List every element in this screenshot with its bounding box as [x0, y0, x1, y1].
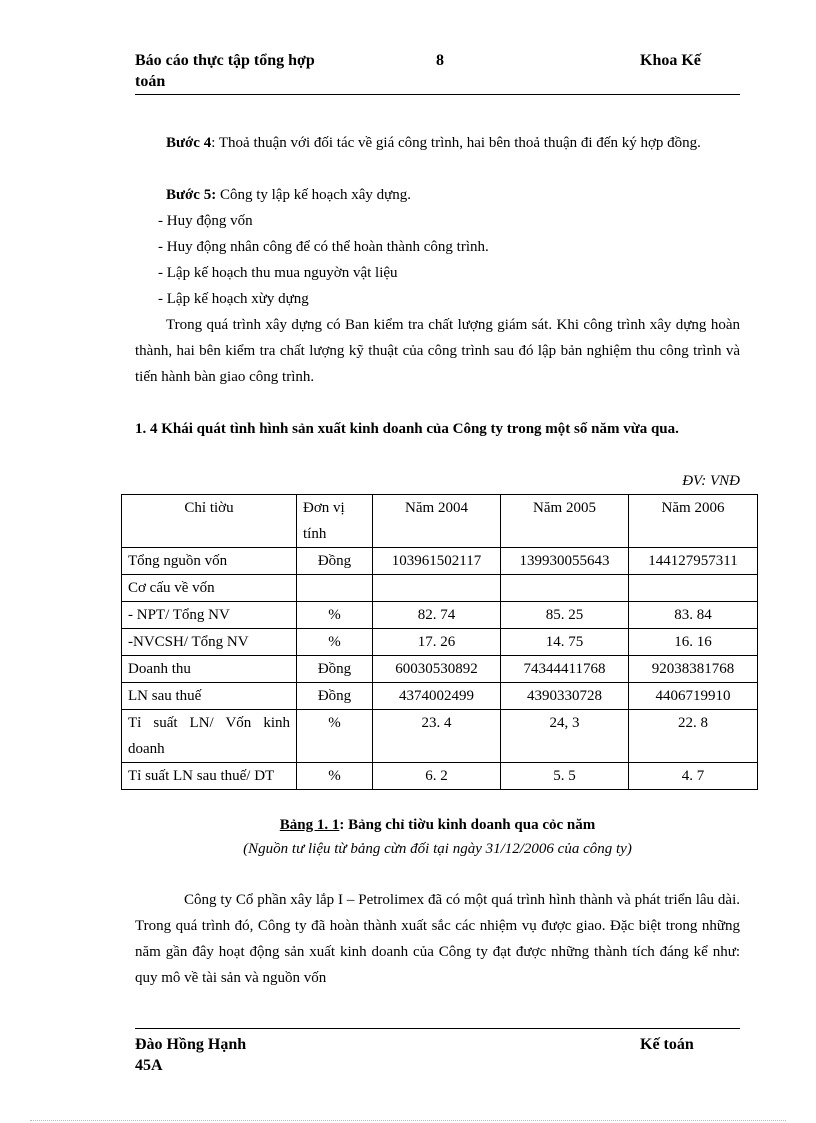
list-item: - Huy động nhân công để có thể hoàn thành công trình.: [158, 239, 489, 255]
row-indicator: Tỉ suất LN sau thuế/ DT: [122, 763, 297, 790]
table-row: [122, 763, 758, 790]
row-value-2005: 85. 25: [501, 602, 629, 629]
row-unit: Đồng: [297, 683, 373, 710]
row-value-2006: 4406719910: [629, 683, 758, 710]
list-item: - Lập kế hoạch thu mua nguyờn vật liệu: [158, 265, 398, 281]
row-unit: [297, 575, 373, 602]
business-indicators-table: [121, 494, 758, 790]
column-header-2005: Năm 2005: [501, 495, 629, 548]
row-unit: %: [297, 763, 373, 790]
row-unit: Đồng: [297, 656, 373, 683]
column-header-2006: Năm 2006: [629, 495, 758, 548]
column-header-unit: [297, 495, 373, 548]
row-value-2004: 17. 26: [373, 629, 501, 656]
table-row: [122, 629, 758, 656]
row-unit: %: [297, 602, 373, 629]
supervision-paragraph: Trong quá trình xây dựng có Ban kiểm tra chất lượng giám sát. Khi công trình xây dựng hoàn thành, hai bên kiểm tra chất lượng kỹ thuật của công trình sau đó lập bản nghiệm thu công trình và tiến hành bàn giao công trình.: [135, 317, 740, 385]
row-indicator: Cơ cấu về vốn: [122, 575, 297, 602]
unit-label: ĐV: VNĐ: [682, 473, 740, 489]
row-indicator: Tổng nguồn vốn: [122, 548, 297, 575]
list-item: - Huy động vốn: [158, 213, 253, 229]
row-value-2004: 60030530892: [373, 656, 501, 683]
table-header-row: [122, 495, 758, 548]
row-value-2004: 23. 4: [373, 710, 501, 763]
row-value-2004: 103961502117: [373, 548, 501, 575]
row-value-2005: 74344411768: [501, 656, 629, 683]
caption-label: Bảng 1. 1: [279, 817, 340, 833]
header-title: Báo cáo thực tập tổng hợp: [135, 52, 315, 69]
row-unit: %: [297, 629, 373, 656]
footer-divider: [135, 1028, 740, 1029]
row-value-2005: 139930055643: [501, 548, 629, 575]
bullet-list: [158, 208, 738, 312]
row-value-2006: 92038381768: [629, 656, 758, 683]
row-value-2004: [373, 575, 501, 602]
footer-left: [135, 1034, 435, 1076]
author-name: Đào Hồng Hạnh: [135, 1036, 247, 1053]
row-value-2005: [501, 575, 629, 602]
row-indicator: Doanh thu: [122, 656, 297, 683]
row-value-2005: 14. 75: [501, 629, 629, 656]
row-indicator: - NPT/ Tổng NV: [122, 602, 297, 629]
step4-paragraph: [135, 130, 740, 156]
list-item: - Lập kế hoạch xừy dựng: [158, 291, 309, 307]
page-edge-divider: [30, 1120, 786, 1121]
unit-header-line1: Đơn vị: [303, 500, 345, 516]
row-value-2006: 16. 16: [629, 629, 758, 656]
row-value-2006: [629, 575, 758, 602]
unit-note: [540, 468, 740, 494]
row-value-2004: 82. 74: [373, 602, 501, 629]
closing-paragraph: Công ty Cổ phần xây lắp I – Petrolimex đã có một quá trình hình thành và phát triển lâu dài. Trong quá trình đó, Công ty đã hoàn thành xuất sắc các nhiệm vụ được giao. Đặc biệt trong những năm gần đây hoạt động sản xuất kinh doanh của Công ty đạt được những thành tích đáng kể như: quy mô về tài sản và nguồn vốn: [135, 892, 740, 986]
page-number: 8: [436, 52, 444, 69]
step4-text: : Thoả thuận với đối tác về giá công trình, hai bên thoả thuận đi đến ký hợp đồng.: [211, 135, 701, 151]
caption-text: : Bảng chỉ tiờu kinh doanh qua cỏc năm: [339, 817, 596, 833]
table-row: [122, 548, 758, 575]
step5-paragraph: [166, 182, 740, 208]
row-value-2006: 4. 7: [629, 763, 758, 790]
footer-right: Kế toán: [640, 1036, 694, 1053]
row-unit: Đồng: [297, 548, 373, 575]
header-divider: [135, 94, 740, 95]
row-value-2004: 4374002499: [373, 683, 501, 710]
row-value-2006: 144127957311: [629, 548, 758, 575]
table-row: [122, 575, 758, 602]
column-header-2004: Năm 2004: [373, 495, 501, 548]
table-row: [122, 683, 758, 710]
step4-label: Bước 4: [166, 135, 212, 151]
column-header-indicator: Chỉ tiờu: [122, 495, 297, 548]
table-caption: [135, 814, 740, 836]
row-value-2005: 24, 3: [501, 710, 629, 763]
row-indicator: Tỉ suất LN/ Vốn kinh doanh: [122, 710, 297, 763]
row-value-2004: 6. 2: [373, 763, 501, 790]
header-right: Khoa Kế: [640, 52, 701, 69]
section-heading: 1. 4 Khái quát tình hình sản xuất kinh doanh của Công ty trong một số năm vừa qua.: [135, 421, 679, 437]
author-class: 45A: [135, 1057, 163, 1074]
table-row: [122, 656, 758, 683]
row-unit: %: [297, 710, 373, 763]
unit-header-line2: tính: [303, 526, 327, 542]
header-title-continuation: toán: [135, 73, 166, 90]
row-indicator: LN sau thuế: [122, 683, 297, 710]
table-row: [122, 710, 758, 763]
row-value-2005: 5. 5: [501, 763, 629, 790]
step5-label: Bước 5:: [166, 187, 217, 203]
row-value-2006: 83. 84: [629, 602, 758, 629]
row-value-2005: 4390330728: [501, 683, 629, 710]
header-left: [135, 50, 365, 92]
table-source: (Nguồn tư liệu từ bảng cừn đối tại ngày 31/12/2006 của công ty): [243, 841, 632, 857]
table-row: [122, 602, 758, 629]
row-indicator: -NVCSH/ Tổng NV: [122, 629, 297, 656]
step5-text: Công ty lập kế hoạch xây dựng.: [216, 187, 411, 203]
row-value-2006: 22. 8: [629, 710, 758, 763]
